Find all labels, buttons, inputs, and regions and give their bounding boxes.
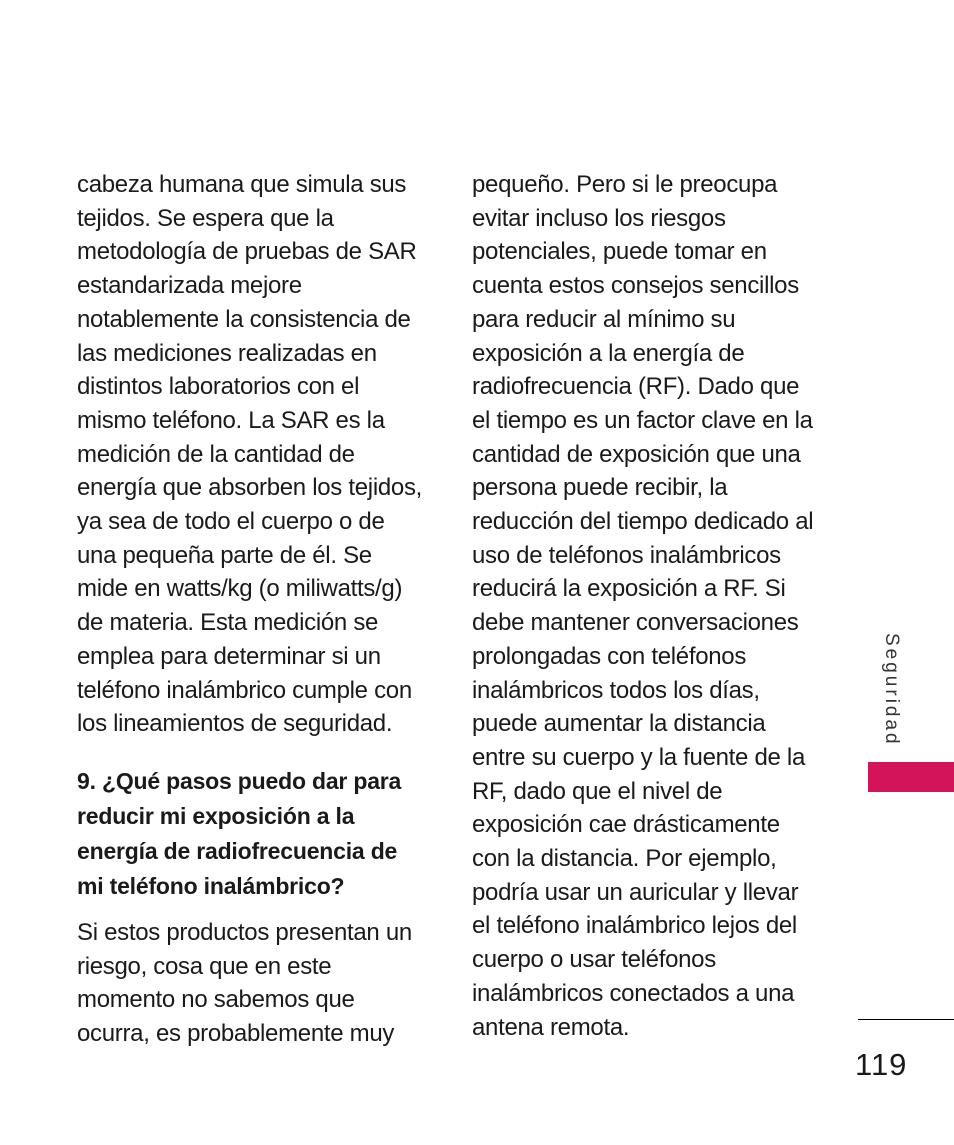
advice-line: radiofrecuencia (RF). Dado que: [472, 373, 800, 401]
sar-line: mismo teléfono. La SAR es la: [77, 406, 385, 434]
advice-line: cuerpo o usar teléfonos: [472, 946, 716, 974]
advice-line: cuenta estos consejos sencillos: [472, 272, 799, 300]
sar-line: de materia. Esta medición se: [77, 609, 379, 637]
advice-line: reducirá la exposición a RF. Si: [472, 575, 786, 603]
advice-line: exposición a la energía de: [472, 339, 745, 367]
page-number: 119: [855, 1047, 908, 1082]
advice-line: podría usar un auricular y llevar: [472, 878, 799, 906]
heading-line: 9. ¿Qué pasos puedo dar para: [77, 767, 402, 794]
advice-line: para reducir al mínimo su: [472, 305, 736, 333]
right-column: [472, 168, 832, 1044]
advice-line: el tiempo es un factor clave en la: [472, 406, 813, 434]
body-paragraph-sar: [77, 168, 437, 741]
advice-line: con la distancia. Por ejemplo,: [472, 845, 777, 873]
risk-line: Si estos productos presentan un: [77, 918, 412, 946]
advice-line: uso de teléfonos inalámbricos: [472, 541, 781, 569]
heading-line: energía de radiofrecuencia de: [77, 837, 398, 864]
advice-line: entre su cuerpo y la fuente de la: [472, 743, 805, 771]
sar-line: distintos laboratorios con el: [77, 373, 360, 401]
advice-line: evitar incluso los riesgos: [472, 204, 726, 232]
footer-divider: [858, 1019, 954, 1020]
risk-line: ocurra, es probablemente muy: [77, 1020, 395, 1048]
advice-line: pequeño. Pero si le preocupa: [472, 171, 778, 198]
sar-line: energía que absorben los tejidos,: [77, 474, 423, 502]
body-paragraph-advice: [472, 168, 832, 1044]
advice-line: reducción del tiempo dedicado al: [472, 508, 814, 536]
sar-line: mide en watts/kg (o miliwatts/g): [77, 575, 403, 603]
risk-line: momento no sabemos que: [77, 986, 355, 1014]
sar-line: estandarizada mejore: [77, 272, 302, 300]
sar-line: medición de la cantidad de: [77, 440, 355, 468]
sar-line: notablemente la consistencia de: [77, 305, 411, 333]
sar-line: metodología de pruebas de SAR: [77, 238, 417, 266]
advice-line: persona puede recibir, la: [472, 474, 728, 502]
heading-line: reducir mi exposición a la: [77, 802, 355, 829]
sar-line: una pequeña parte de él. Se: [77, 541, 372, 569]
sar-line: tejidos. Se espera que la: [77, 204, 334, 232]
sar-line: los lineamientos de seguridad.: [77, 710, 393, 738]
advice-line: inalámbricos conectados a una: [472, 979, 795, 1007]
advice-line: prolongadas con teléfonos: [472, 642, 747, 670]
risk-line: riesgo, cosa que en este: [77, 952, 332, 980]
heading-line: mi teléfono inalámbrico?: [77, 872, 345, 899]
sar-line: teléfono inalámbrico cumple con: [77, 676, 412, 704]
advice-line: potenciales, puede tomar en: [472, 238, 767, 266]
body-paragraph-risk: [77, 916, 437, 1051]
advice-line: inalámbricos todos los días,: [472, 676, 760, 704]
advice-line: RF, dado que el nivel de: [472, 777, 723, 805]
sar-line: las mediciones realizadas en: [77, 339, 377, 367]
sar-line: cabeza humana que simula sus: [77, 171, 407, 198]
advice-line: exposición cae drásticamente: [472, 811, 780, 839]
advice-line: el teléfono inalámbrico lejos del: [472, 912, 797, 940]
question-9-heading: [77, 764, 437, 904]
sar-line: ya sea de todo el cuerpo o de: [77, 508, 385, 536]
advice-line: puede aumentar la distancia: [472, 710, 766, 738]
section-tab-label: Seguridad: [881, 633, 902, 747]
sar-line: emplea para determinar si un: [77, 642, 381, 670]
advice-line: cantidad de exposición que una: [472, 440, 801, 468]
advice-line: debe mantener conversaciones: [472, 609, 799, 637]
left-column: [77, 168, 437, 1051]
advice-line: antena remota.: [472, 1013, 630, 1041]
section-tab-marker: [868, 762, 954, 792]
